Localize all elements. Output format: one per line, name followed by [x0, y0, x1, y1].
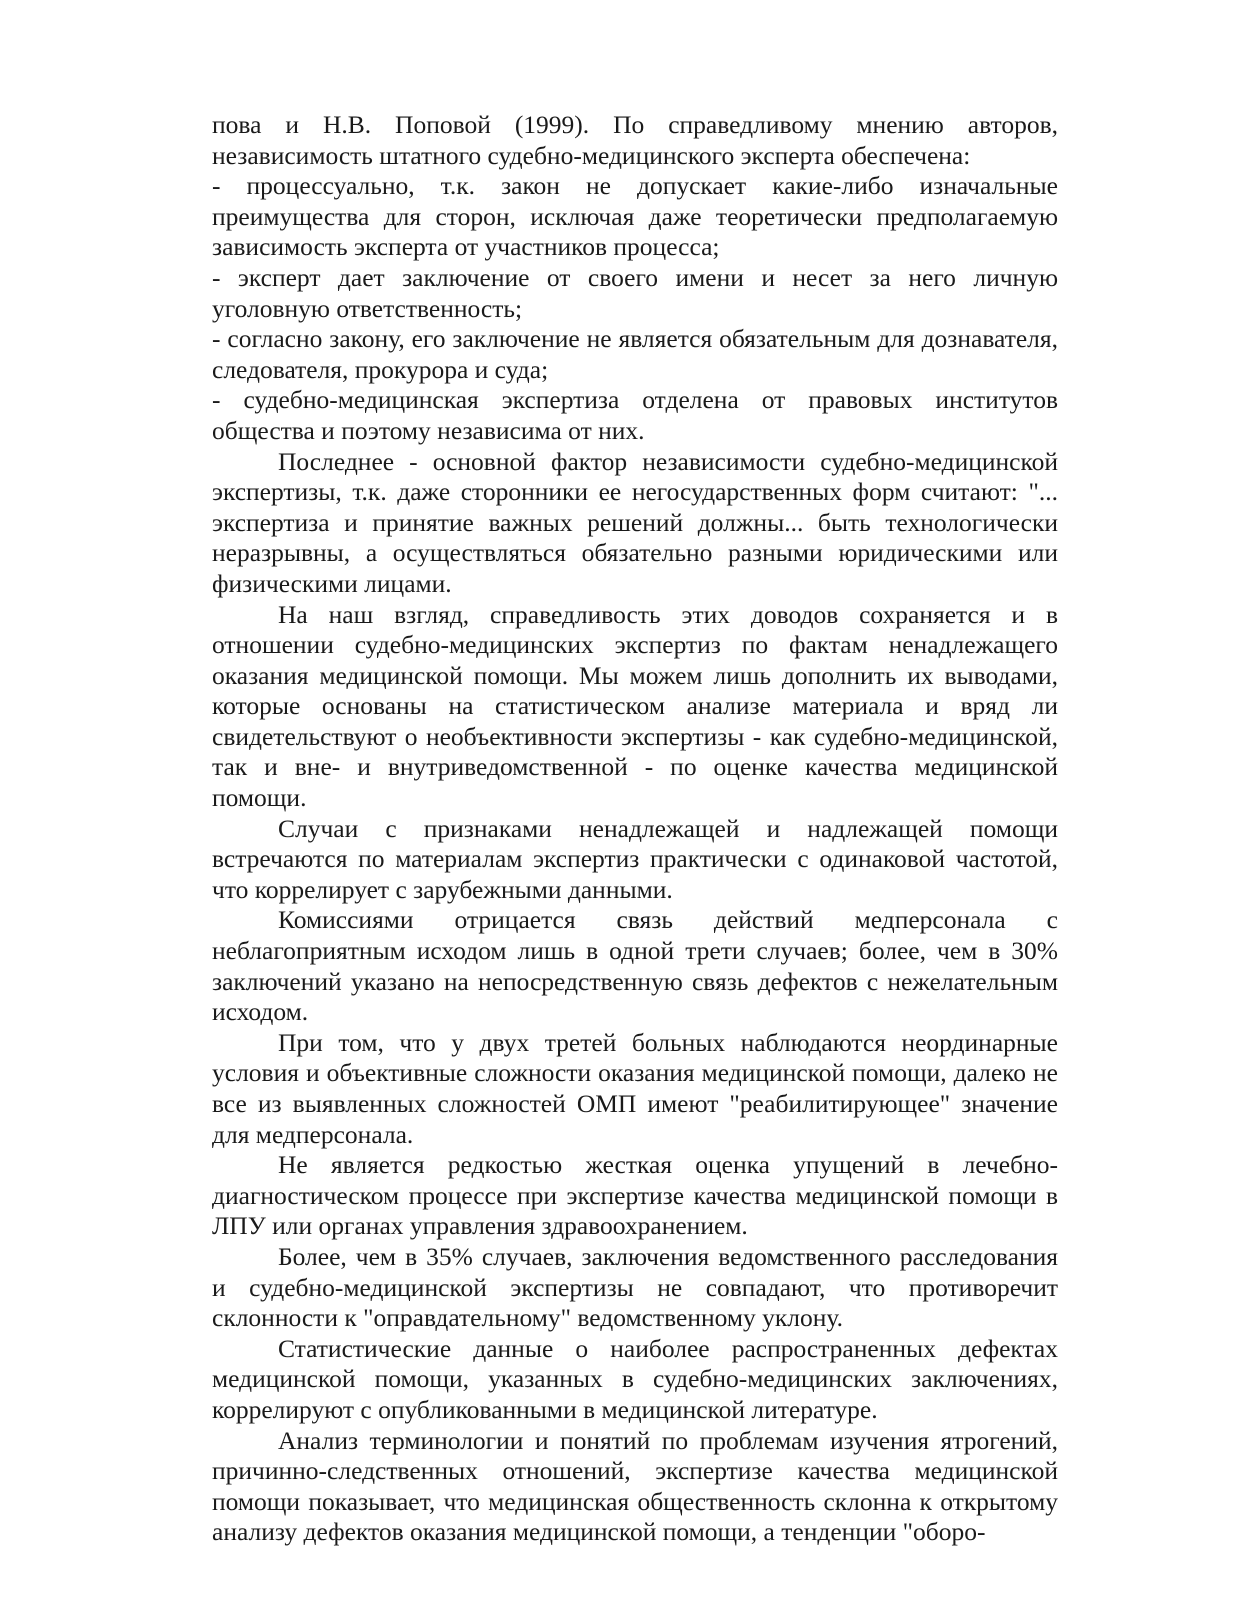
paragraph-11: Не является редкостью жесткая оценка упущений в лечебно-диагностическом процессе при экспертизе качества медицинской помощи в ЛПУ или органах управления здравоохранением. [212, 1150, 1058, 1241]
paragraph-4: - согласно закону, его заключение не является обязательным для дознавателя, следователя, прокурора и суда; [212, 324, 1058, 384]
body-text [212, 110, 1058, 1548]
paragraph-3: - эксперт дает заключение от своего имени и несет за него личную уголовную ответственность; [212, 262, 1058, 323]
paragraph-10: При том, что у двух третей больных наблюдаются неординарные условия и объективные сложности оказания медицинской помощи, далеко не все из выявленных сложностей ОМП имеют "реабилитирующее" значение для медперсонала. [212, 1027, 1058, 1149]
paragraph-14: Анализ терминологии и понятий по проблемам изучения ятрогений, причинно-следственных отношений, экспертизе качества медицинской помощи показывает, что медицинская общественность склонна к открытому анализу дефектов оказания медицинской помощи, а тенденции "оборо- [212, 1425, 1058, 1547]
paragraph-2: - процессуально, т.к. закон не допускает какие-либо изначальные преимущества для сторон, исключая даже теоретически предполагаемую зависимость эксперта от участников процесса; [212, 171, 1058, 262]
paragraph-5: - судебно-медицинская экспертиза отделена от правовых институтов общества и поэтому независима от них. [212, 385, 1058, 445]
paragraph-8: Случаи с признаками ненадлежащей и надлежащей помощи встречаются по материалам экспертиз практически с одинаковой частотой, что коррелирует с зарубежными данными. [212, 813, 1058, 904]
paragraph-1: пова и Н.В. Поповой (1999). По справедливому мнению авторов, независимость штатного судебно-медицинского эксперта обеспечена: [212, 110, 1058, 170]
paragraph-6: Последнее - основной фактор независимости судебно-медицинской экспертизы, т.к. даже сторонники ее негосударственных форм считают: "... экспертиза и принятие важных решений должны... быть технологически неразрывны, а осуществляться обязательно разными юридическими или физическими лицами. [212, 446, 1058, 598]
paragraph-13: Статистические данные о наиболее распространенных дефектах медицинской помощи, указанных в судебно-медицинских заключениях, коррелируют с опубликованными в медицинской литературе. [212, 1333, 1058, 1424]
paragraph-12: Более, чем в 35% случаев, заключения ведомственного расследования и судебно-медицинской экспертизы не совпадают, что противоречит склонности к "оправдательному" ведомственному уклону. [212, 1241, 1058, 1333]
paragraph-9: Комиссиями отрицается связь действий медперсонала с неблагоприятным исходом лишь в одной трети случаев; более, чем в 30% заключений указано на непосредственную связь дефектов с нежелательным исходом. [212, 905, 1058, 1027]
paragraph-7: На наш взгляд, справедливость этих доводов сохраняется и в отношении судебно-медицинских экспертиз по фактам ненадлежащего оказания медицинской помощи. Мы можем лишь дополнить их выводами, которые основаны на статистическом анализе материала и вряд ли свидетельствуют о необъективности экспертизы - как судебно-медицинской, так и вне- и внутриведомственной - по оценке качества медицинской помощи. [212, 599, 1058, 813]
